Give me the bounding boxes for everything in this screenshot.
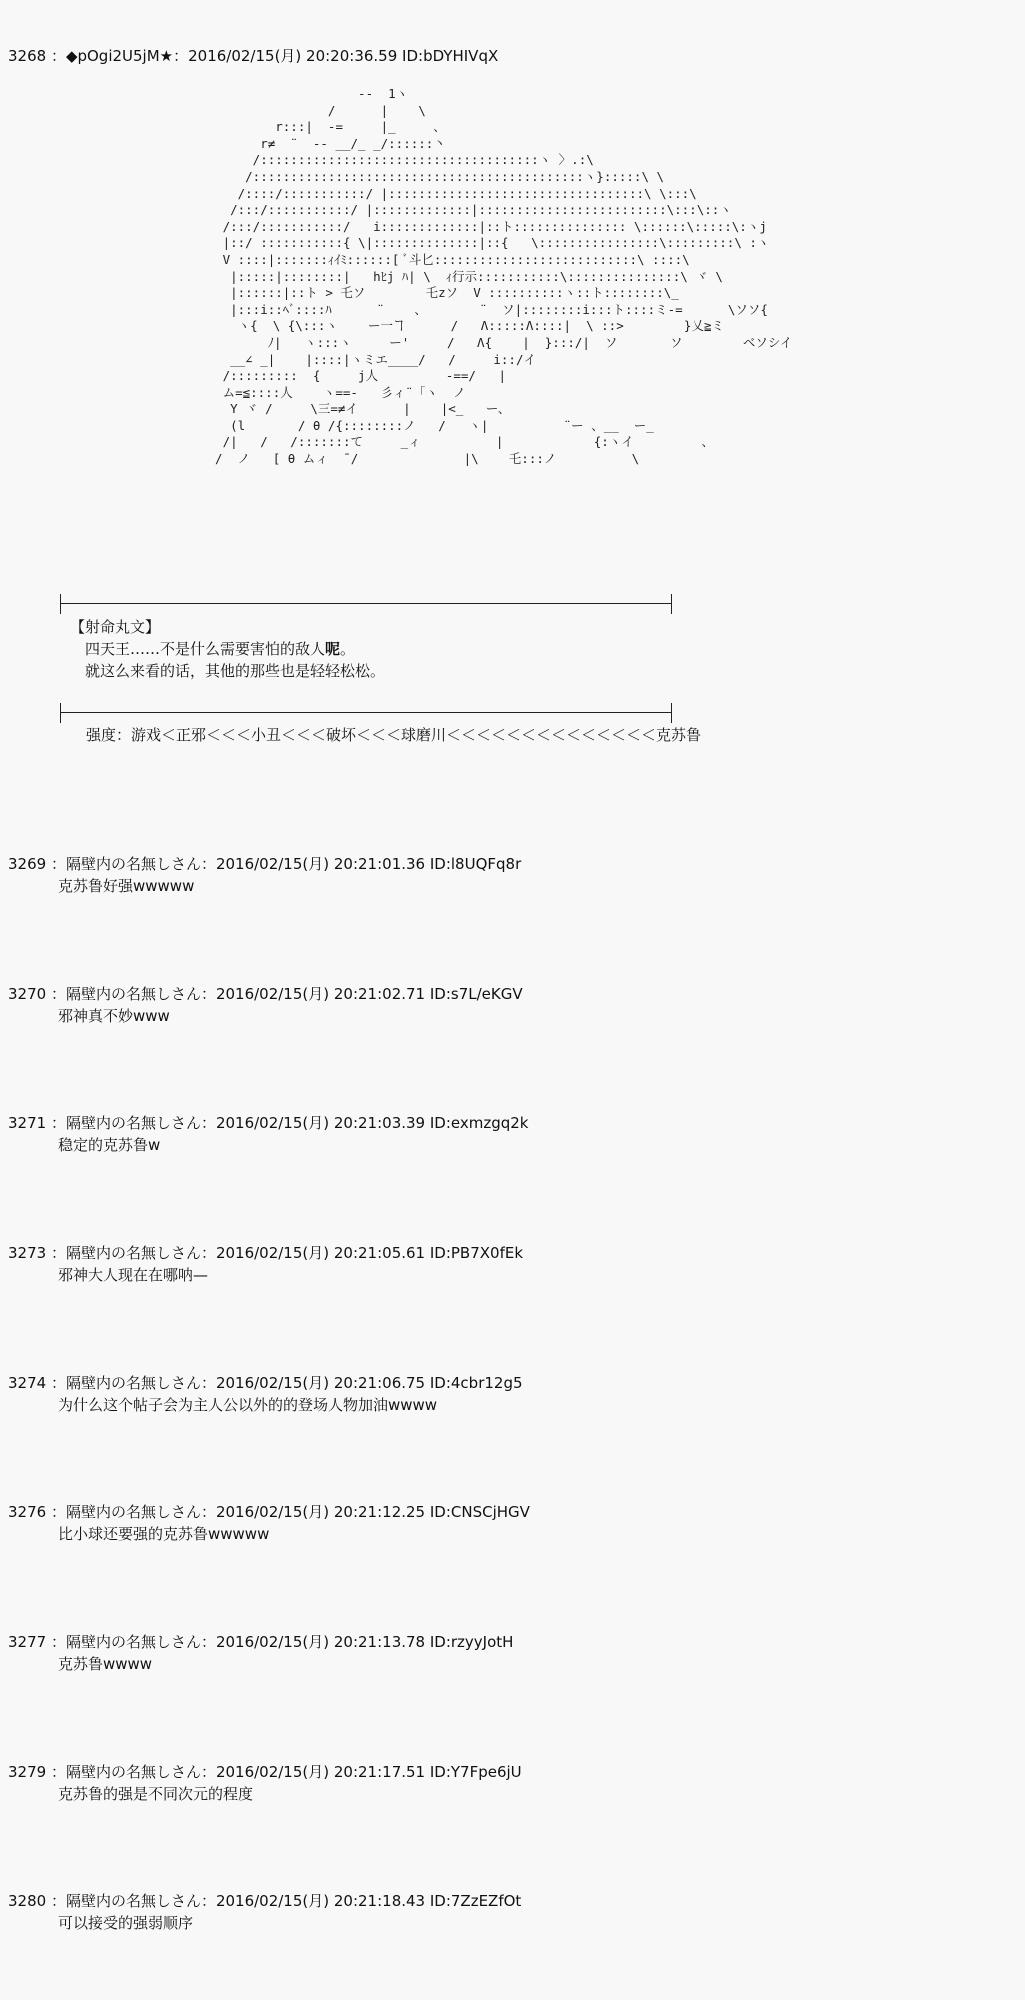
post-3273: [8, 1242, 523, 1286]
divider-tick-right: [671, 594, 672, 614]
post-header: 3268 ：◆pOgi2U5jM★：2016/02/15(月) 20:20:36.59 ID:bDYHIVqX: [8, 47, 499, 65]
post-body: 可以接受的强弱顺序: [58, 1914, 194, 1932]
post-body: 克苏鲁好强wwwww: [58, 877, 195, 895]
post-3274: [8, 1372, 523, 1416]
post-body: 稳定的克苏鲁w: [58, 1136, 161, 1154]
strength-ranking: 强度：游戏＜正邪＜＜＜小丑＜＜＜破坏＜＜＜球磨川＜＜＜＜＜＜＜＜＜＜＜＜＜＜克苏鲁: [86, 726, 702, 744]
post-header: 3269 ：隔壁内の名無しさん：2016/02/15(月) 20:21:01.36 ID:l8UQFq8r: [8, 855, 522, 873]
post-3276: [8, 1501, 530, 1545]
post-3268: [8, 45, 498, 67]
divider-tick-right: [671, 703, 672, 723]
speech-line-2: 就这么来看的话，其他的那些也是轻轻松松。: [85, 662, 386, 680]
post-3270: [8, 983, 523, 1027]
speech-line-1-bold: 呢: [325, 640, 341, 658]
ascii-art: -- 1ヽ / | \ r:::| -= |_ 、 r≠ ¨ -- __/_ _/::::::丶 /:::::::::::::::::::::::::::::::::::::ヽ 〉.:\ /::::::::::::::::::::::::::::::::::::::::::::ヽ}:::::\ \ /::::/:::::::::::/ |::::::::::::::::::::::::::::::::::\ \:::\ /:::/:::::::::::/ |:::::::::::::|:::::::::::::::::::::::::\:::\::ヽ /:::/:::::::::::/ i:::::::::::::|::ト::::::::::::::: \::::::\:::::\:ヽj |::/ :::::::::::{ \|::::::::::::::|::{ \::::::::::::::::\:::::::::\ :ヽ V ::::|:::::::ｨｲﾐ::::::[ ﾞ斗匕:::::::::::::::::::::::::::\ ::::\ |:::::|::::::::| hﾋj ﾊ| \ ｨ行示:::::::::::\:::::::::::::::\ ヾ \ |::::::|::ト > 乇ソ 乇zソ V ::::::::::ヽ::ト::::::::\_ |:::i::ﾍﾞ::::ﾊ ¨ 、 ¨ ソ|::::::::i:::ト::::ミ-= \ソソ{ ヽ{ \ {\:::ヽ ー一ヿ / Λ:::::Λ::::| \ ::> }乂≧ミ ﾉ| ヽ:::ヽ ー' / Λ{ | }:::/| ソ ソ ベソシイ __∠ _| |::::|ヽミエ____/ / i::/イ /::::::::: { j人 -==/ | ム=≦::::人 ヽ==- 彡ィ¨「ヽ ノ Y ヾ / \三=≠イ | |<_ ー、 (l / θ /{::::::::ノ / ヽ| ¨ー 、__ ー_ /| / /:::::::て _ィ | {:ヽイ 、 / ノ [ θ ムィ ̄ / |\ 乇:::ノ \: [215, 86, 793, 467]
divider-tick-left: [60, 703, 61, 723]
post-3280: [8, 1890, 521, 1934]
post-body: 克苏鲁的强是不同次元的程度: [58, 1785, 254, 1803]
speech-block: [70, 616, 385, 682]
post-3279: [8, 1761, 522, 1805]
post-3269: [8, 853, 521, 897]
post-body: 邪神真不妙www: [58, 1007, 170, 1025]
speech-line-1-suffix: 。: [340, 640, 356, 658]
post-body: 克苏鲁wwww: [58, 1655, 153, 1673]
post-header: 3277 ：隔壁内の名無しさん：2016/02/15(月) 20:21:13.78 ID:rzyyJotH: [8, 1633, 514, 1651]
post-3277: [8, 1631, 513, 1675]
speech-line-1: [70, 638, 385, 660]
divider-line: [60, 603, 672, 604]
speaker-name: 【射命丸文】: [70, 618, 161, 636]
post-header: 3273 ：隔壁内の名無しさん：2016/02/15(月) 20:21:05.61 ID:PB7X0fEk: [8, 1244, 524, 1262]
divider-bottom: [60, 703, 672, 723]
divider-tick-left: [60, 594, 61, 614]
post-header: 3270 ：隔壁内の名無しさん：2016/02/15(月) 20:21:02.71 ID:s7L/eKGV: [8, 985, 523, 1003]
post-3271: [8, 1112, 529, 1156]
post-header: 3279 ：隔壁内の名無しさん：2016/02/15(月) 20:21:17.51 ID:Y7Fpe6jU: [8, 1763, 522, 1781]
divider-top: [60, 594, 672, 614]
post-body: 比小球还要强的克苏鲁wwwww: [58, 1525, 270, 1543]
post-header: 3280 ：隔壁内の名無しさん：2016/02/15(月) 20:21:18.43 ID:7ZzEZfOt: [8, 1892, 522, 1910]
divider-line: [60, 712, 672, 713]
post-header: 3276 ：隔壁内の名無しさん：2016/02/15(月) 20:21:12.25 ID:CNSCjHGV: [8, 1503, 530, 1521]
post-body: 邪神大人现在在哪呐—: [58, 1266, 209, 1284]
post-header: 3271 ：隔壁内の名無しさん：2016/02/15(月) 20:21:03.39 ID:exmzgq2k: [8, 1114, 529, 1132]
post-body: 为什么这个帖子会为主人公以外的的登场人物加油wwww: [58, 1396, 438, 1414]
speech-line-1-prefix: 四天王……不是什么需要害怕的敌人: [85, 640, 326, 658]
post-header: 3274 ：隔壁内の名無しさん：2016/02/15(月) 20:21:06.75 ID:4cbr12g5: [8, 1374, 523, 1392]
